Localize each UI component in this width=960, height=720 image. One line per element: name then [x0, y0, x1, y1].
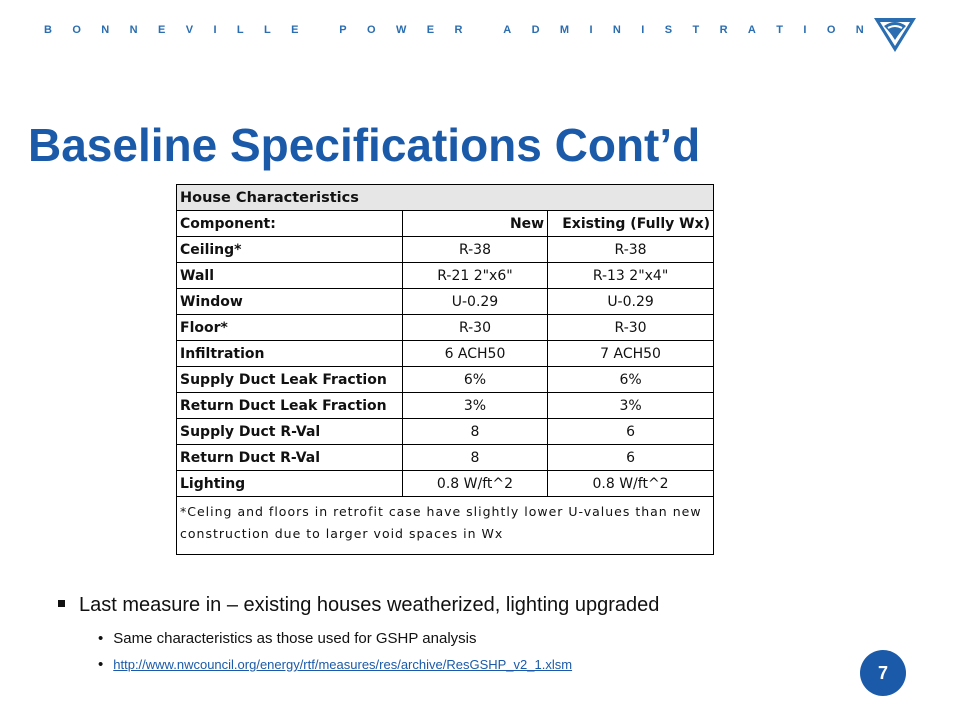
- existing-value-cell: U-0.29: [548, 289, 714, 315]
- component-cell: Supply Duct R-Val: [177, 419, 403, 445]
- org-letter: N: [101, 24, 110, 36]
- existing-value-cell: 6: [548, 419, 714, 445]
- component-cell: Infiltration: [177, 341, 403, 367]
- column-header: New: [402, 211, 547, 237]
- existing-value-cell: 3%: [548, 393, 714, 419]
- table-header-row: [177, 211, 714, 237]
- bullet-dot-icon: •: [98, 630, 104, 647]
- org-letter: E: [157, 24, 166, 36]
- sub-bullet-1: [98, 630, 476, 647]
- new-value-cell: 3%: [402, 393, 547, 419]
- org-letter: S: [664, 24, 673, 36]
- table-row: [177, 445, 714, 471]
- table-row: [177, 289, 714, 315]
- bpa-logo: [872, 14, 918, 54]
- component-cell: Wall: [177, 263, 403, 289]
- table-row: [177, 419, 714, 445]
- square-bullet-icon: [58, 600, 65, 607]
- table-title-row: [177, 185, 714, 211]
- org-letter: I: [641, 24, 645, 36]
- org-name-header: [44, 24, 864, 36]
- resgshp-link[interactable]: http://www.nwcouncil.org/energy/rtf/measures/res/archive/ResGSHP_v2_1.xlsm: [113, 657, 573, 672]
- org-letter: L: [264, 24, 271, 36]
- org-letter: N: [129, 24, 138, 36]
- table-footnote: *Celing and floors in retrofit case have slightly lower U-values than new construction due to larger void spaces in Wx: [177, 497, 714, 555]
- component-cell: Window: [177, 289, 403, 315]
- house-characteristics-table: [176, 184, 714, 555]
- org-letter: D: [531, 24, 540, 36]
- table-title: House Characteristics: [177, 185, 714, 211]
- existing-value-cell: 0.8 W/ft^2: [548, 471, 714, 497]
- org-letter: W: [395, 24, 407, 36]
- new-value-cell: R-38: [402, 237, 547, 263]
- existing-value-cell: R-38: [548, 237, 714, 263]
- org-letter: E: [426, 24, 435, 36]
- new-value-cell: 0.8 W/ft^2: [402, 471, 547, 497]
- org-letter: M: [559, 24, 570, 36]
- table-row: [177, 471, 714, 497]
- component-cell: Return Duct Leak Fraction: [177, 393, 403, 419]
- org-letter: V: [185, 24, 194, 36]
- table-row: [177, 315, 714, 341]
- component-cell: Supply Duct Leak Fraction: [177, 367, 403, 393]
- new-value-cell: R-30: [402, 315, 547, 341]
- column-header: Component:: [177, 211, 403, 237]
- existing-value-cell: 6: [548, 445, 714, 471]
- org-letter: A: [503, 24, 512, 36]
- component-cell: Floor*: [177, 315, 403, 341]
- org-letter: T: [776, 24, 783, 36]
- org-letter: A: [747, 24, 756, 36]
- new-value-cell: U-0.29: [402, 289, 547, 315]
- org-letter: O: [367, 24, 376, 36]
- table-row: [177, 237, 714, 263]
- existing-value-cell: R-30: [548, 315, 714, 341]
- page-title: Baseline Specifications Cont’d: [28, 119, 701, 171]
- sub-bullet-2: [98, 656, 572, 673]
- org-letter: R: [454, 24, 463, 36]
- table-row: [177, 367, 714, 393]
- existing-value-cell: 6%: [548, 367, 714, 393]
- new-value-cell: R-21 2"x6": [402, 263, 547, 289]
- bullet-main-text: Last measure in – existing houses weatherized, lighting upgraded: [79, 594, 660, 616]
- table-row: [177, 263, 714, 289]
- new-value-cell: 6%: [402, 367, 547, 393]
- table-note-row: [177, 497, 714, 555]
- org-letter: I: [213, 24, 217, 36]
- bullet-main: [58, 594, 659, 617]
- existing-value-cell: 7 ACH50: [548, 341, 714, 367]
- org-letter: T: [692, 24, 700, 36]
- org-letter: O: [72, 24, 81, 36]
- org-letter: L: [236, 24, 244, 36]
- existing-value-cell: R-13 2"x4": [548, 263, 714, 289]
- component-cell: Ceiling*: [177, 237, 403, 263]
- page-number-badge: 7: [860, 650, 906, 696]
- org-letter: R: [719, 24, 728, 36]
- table-row: [177, 393, 714, 419]
- bullet-dot-icon: •: [98, 656, 104, 673]
- new-value-cell: 8: [402, 419, 547, 445]
- new-value-cell: 8: [402, 445, 547, 471]
- org-letter: P: [339, 24, 347, 36]
- org-letter: I: [803, 24, 807, 36]
- org-letter: O: [826, 24, 836, 36]
- component-cell: Lighting: [177, 471, 403, 497]
- org-letter: I: [589, 24, 593, 36]
- sub-bullet-1-text: Same characteristics as those used for GSHP analysis: [113, 630, 477, 647]
- table-row: [177, 341, 714, 367]
- org-letter: E: [291, 24, 299, 36]
- org-letter: N: [855, 24, 864, 36]
- column-header: Existing (Fully Wx): [548, 211, 714, 237]
- org-letter: N: [612, 24, 621, 36]
- component-cell: Return Duct R-Val: [177, 445, 403, 471]
- org-letter: B: [44, 24, 52, 36]
- new-value-cell: 6 ACH50: [402, 341, 547, 367]
